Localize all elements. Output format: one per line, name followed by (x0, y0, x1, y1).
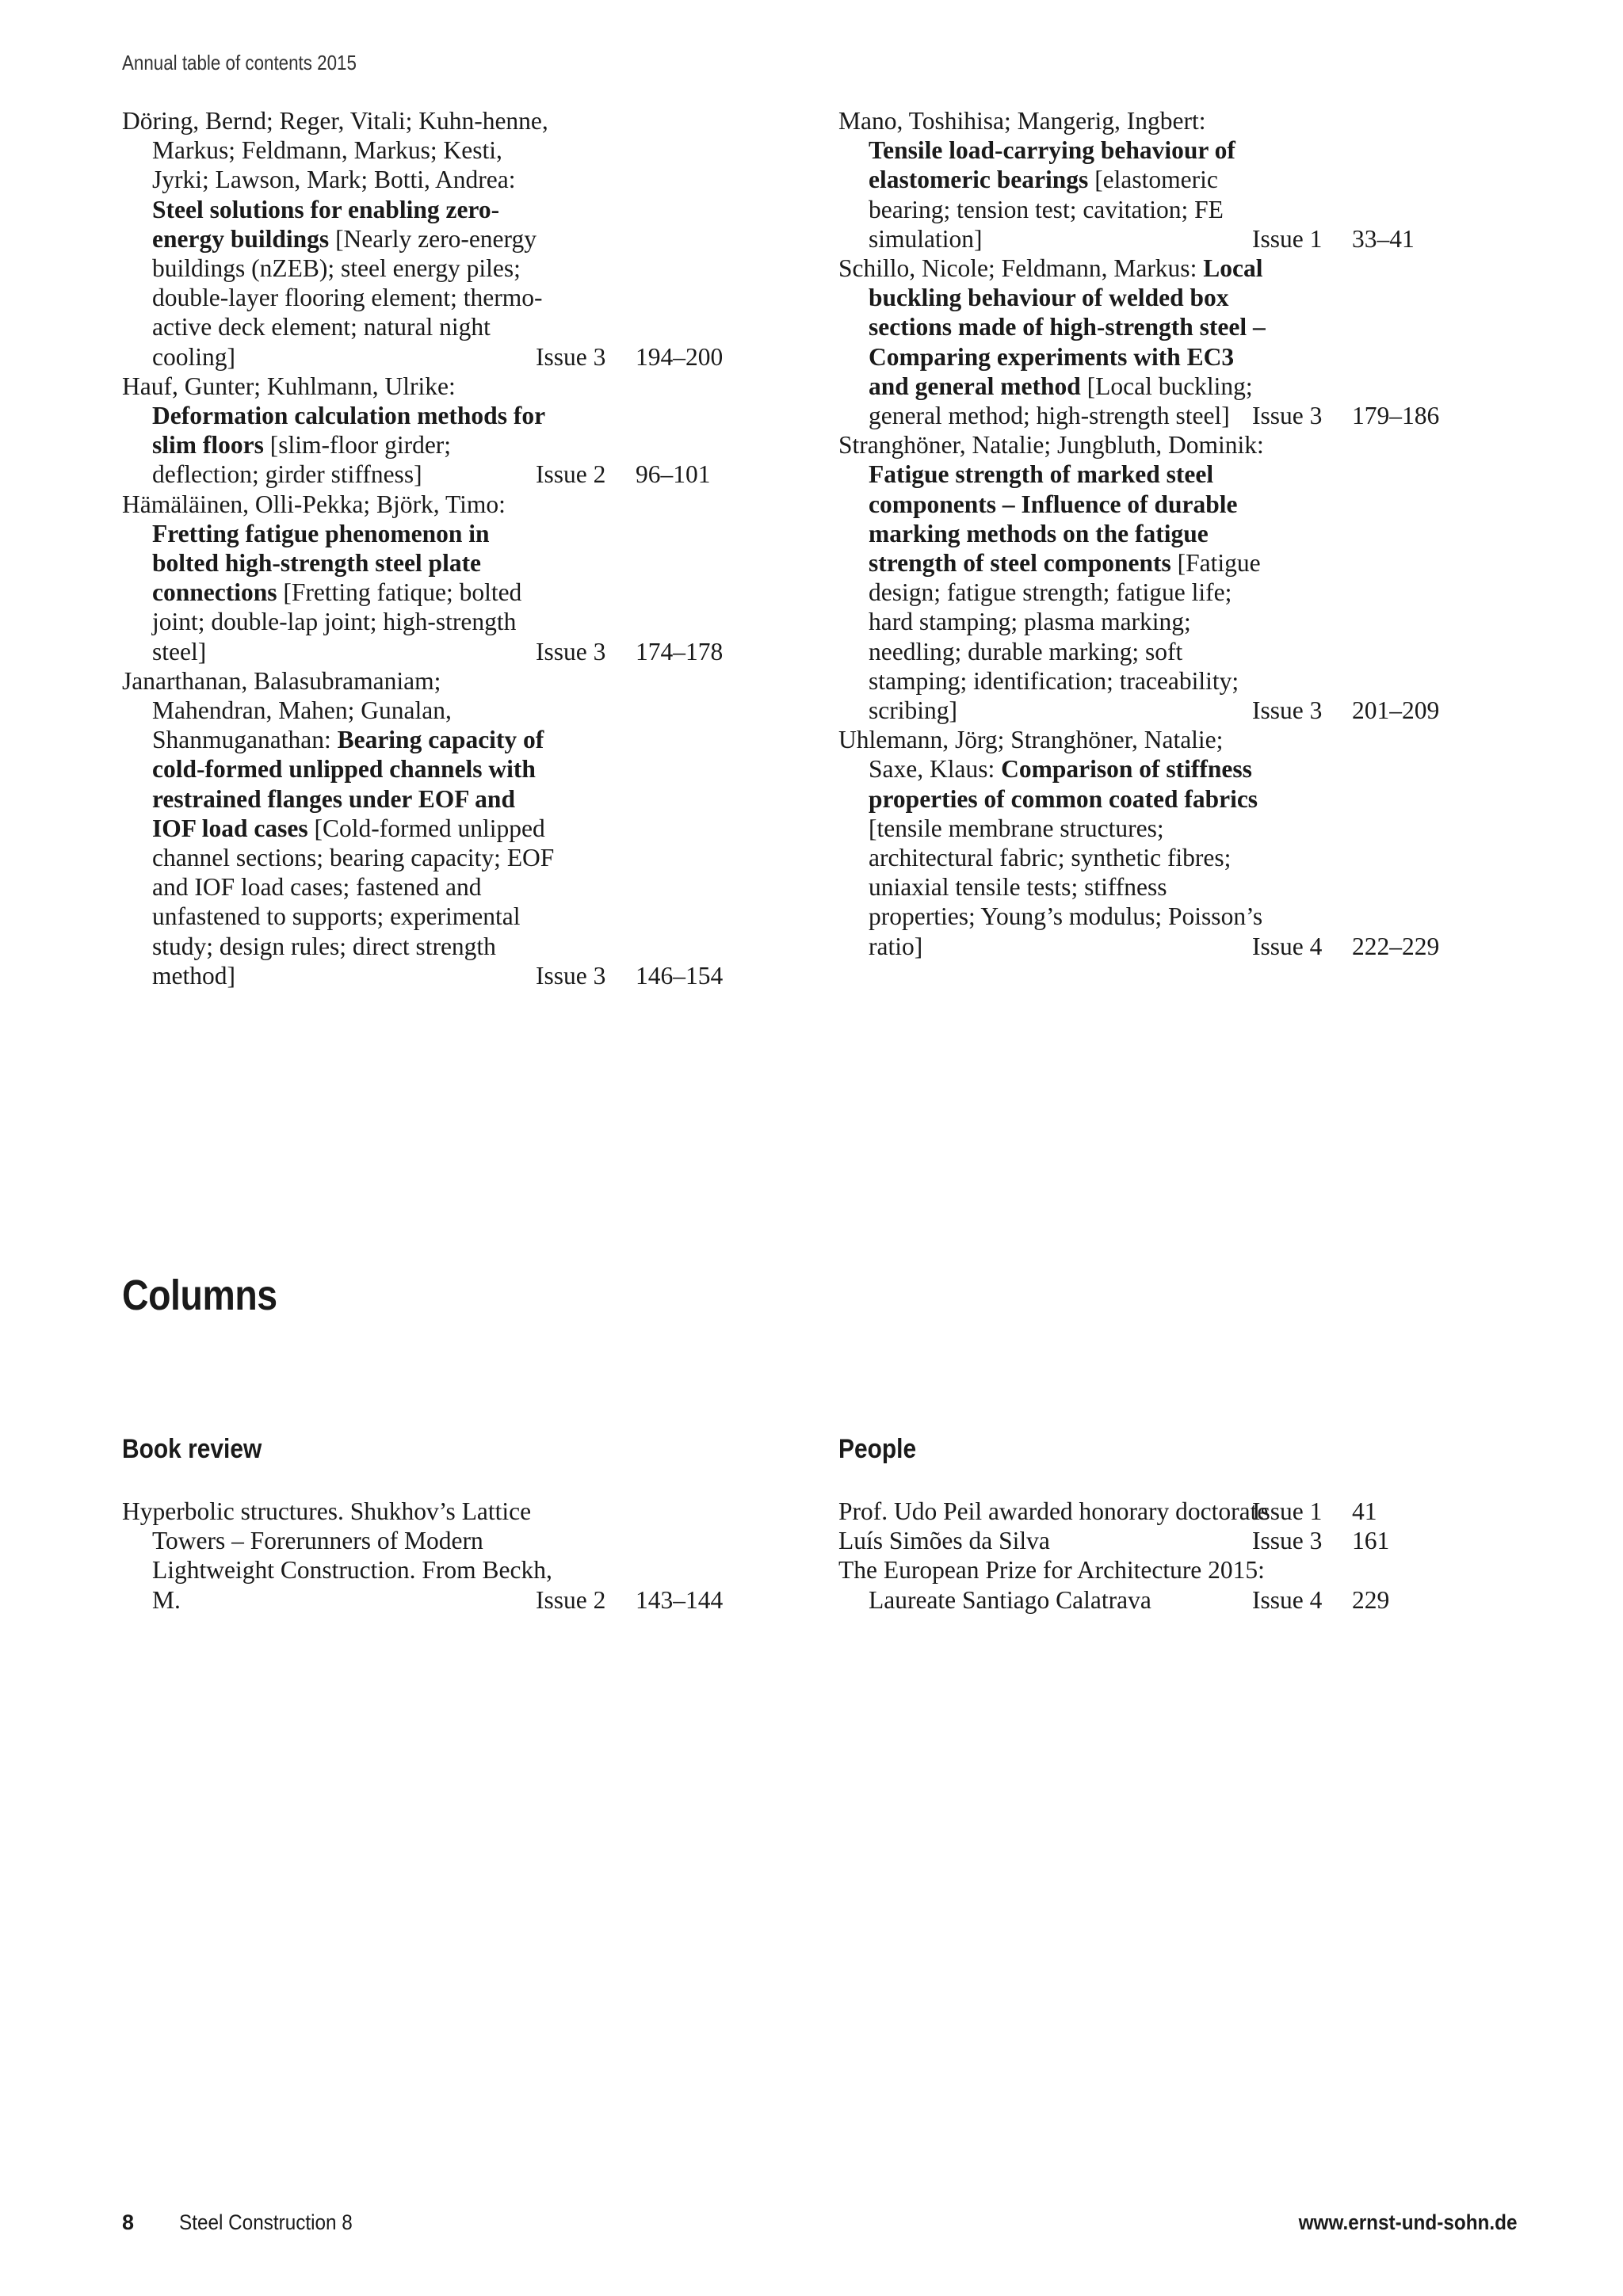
journal-name: Steel Construction 8 (179, 2210, 353, 2234)
entry-pages: 194–200 (636, 342, 724, 371)
people-entry (838, 1526, 1472, 1555)
left-column (122, 106, 756, 990)
entry-issue: Issue 1 (1252, 1497, 1323, 1525)
entry-pages: 179–186 (1352, 402, 1440, 430)
entry-pages: 222–229 (1352, 932, 1440, 960)
toc-entry (122, 372, 756, 490)
entry-keywords: [tensile membrane structures; architectural fabric; synthetic fibres; uniaxial tensile tests; stiffness properties; Young’s modulus; Poisson’s ratio] (869, 814, 1263, 960)
entry-issue: Issue 3 (1252, 402, 1323, 430)
entry-keywords: [Local buckling; general method; high-strength steel] (869, 372, 1253, 430)
entry-issue: Issue 3 (536, 961, 606, 990)
entry-pages: 201–209 (1352, 696, 1440, 725)
entry-title: Fretting fatigue phenomenon in bolted high-strength steel plate connections (152, 519, 490, 607)
entry-text: Prof. Udo Peil awarded honorary doctorate (838, 1497, 1269, 1525)
entry-pages: 96–101 (636, 460, 711, 489)
toc-entry (838, 430, 1472, 725)
entry-title: Local buckling behaviour of welded box sections made of high-strength steel – Comparing experiments with EC3 and general method (869, 254, 1266, 400)
entry-text: Luís Simões da Silva (838, 1527, 1050, 1555)
right-column (838, 106, 1472, 961)
entry-authors: Schillo, Nicole; Feldmann, Markus: (838, 254, 1197, 283)
entry-issue: Issue 3 (536, 342, 606, 371)
entry-issue: Issue 3 (536, 637, 606, 666)
entry-authors: Hauf, Gunter; Kuhlmann, Ulrike: (122, 372, 456, 400)
entry-title: Fatigue strength of marked steel components – Influence of durable marking methods on the fatigue strength of steel components (869, 460, 1238, 578)
entry-issue: Issue 3 (1252, 1527, 1323, 1555)
entry-authors: Döring, Bernd; Reger, Vitali; Kuhn-henne, Markus; Feldmann, Markus; Kesti, Jyrki; Lawson, Mark; Botti, Andrea: (122, 107, 548, 194)
entry-authors: Hämäläinen, Olli-Pekka; Björk, Timo: (122, 490, 506, 518)
toc-entry (122, 106, 756, 372)
entry-title: Bearing capacity of cold-formed unlipped channels with restrained flanges under EOF and IOF load cases (152, 726, 544, 842)
entry-title: Tensile load-carrying behaviour of elastomeric bearings (869, 136, 1235, 194)
entry-text: The European Prize for Architecture 2015: Laureate Santiago Calatrava (838, 1556, 1265, 1614)
entry-title: Deformation calculation methods for slim floors (152, 402, 545, 460)
entry-pages: 146–154 (636, 961, 724, 990)
toc-entry (838, 254, 1472, 430)
book-review-heading: Book review (122, 1434, 262, 1464)
section-title: Columns (122, 1272, 277, 1319)
entry-title: Comparison of stiffness properties of common coated fabrics (869, 755, 1258, 813)
toc-entry (838, 725, 1472, 961)
entry-authors: Mano, Toshihisa; Mangerig, Ingbert: (838, 107, 1206, 135)
entry-title: Steel solutions for enabling zero-energy buildings (152, 195, 500, 253)
entry-issue: Issue 1 (1252, 224, 1323, 253)
entry-pages: 161 (1352, 1527, 1390, 1555)
entry-issue: Issue 4 (1252, 1585, 1323, 1614)
entry-pages: 143–144 (636, 1585, 724, 1614)
book-review-entry (122, 1497, 756, 1615)
entry-issue: Issue 2 (536, 1585, 606, 1614)
book-review-list (122, 1497, 756, 1615)
toc-entry (122, 490, 756, 666)
entry-keywords: [slim-floor girder; deflection; girder stiffness] (152, 431, 452, 489)
people-entry (838, 1497, 1472, 1526)
people-entry (838, 1555, 1472, 1614)
entry-issue: Issue 3 (1252, 696, 1323, 725)
entry-authors: Janarthanan, Balasubramaniam; Mahendran, Mahen; Gunalan, Shanmuganathan: (122, 666, 452, 754)
entry-keywords: [elastomeric bearing; tension test; cavitation; FE simulation] (869, 166, 1224, 253)
entry-issue: Issue 4 (1252, 932, 1323, 960)
entry-authors: Stranghöner, Natalie; Jungbluth, Dominik: (838, 431, 1264, 460)
entry-keywords: [Fatigue design; fatigue strength; fatigue life; hard stamping; plasma marking; needling; durable marking; soft stamping; identification; traceability; scribing] (869, 549, 1261, 725)
people-list (838, 1497, 1472, 1615)
entry-keywords: [Nearly zero-energy buildings (nZEB); steel energy piles; double-layer flooring element; thermo-active deck element; natural night cooling] (152, 224, 543, 371)
entry-authors: Uhlemann, Jörg; Stranghöner, Natalie; Saxe, Klaus: (838, 726, 1224, 784)
entry-issue: Issue 2 (536, 460, 606, 489)
toc-entry (122, 666, 756, 990)
entry-keywords: [Cold-formed unlipped channel sections; bearing capacity; EOF and IOF load cases; fastened and unfastened to supports; experimental study; design rules; direct strength method] (152, 814, 555, 990)
publisher-url[interactable]: www.ernst-und-sohn.de (1298, 2210, 1517, 2234)
entry-pages: 41 (1352, 1497, 1377, 1525)
entry-pages: 229 (1352, 1585, 1390, 1614)
people-heading: People (838, 1434, 917, 1464)
entry-text: Hyperbolic structures. Shukhov’s Lattice Towers – Forerunners of Modern Lightweight Construction. From Beckh, M. (122, 1497, 552, 1614)
running-head: Annual table of contents 2015 (122, 51, 357, 74)
page-number: 8 (122, 2210, 135, 2234)
entry-keywords: [Fretting fatique; bolted joint; double-lap joint; high-strength steel] (152, 578, 522, 666)
entry-pages: 33–41 (1352, 224, 1415, 253)
toc-entry (838, 106, 1472, 254)
entry-pages: 174–178 (636, 637, 724, 666)
